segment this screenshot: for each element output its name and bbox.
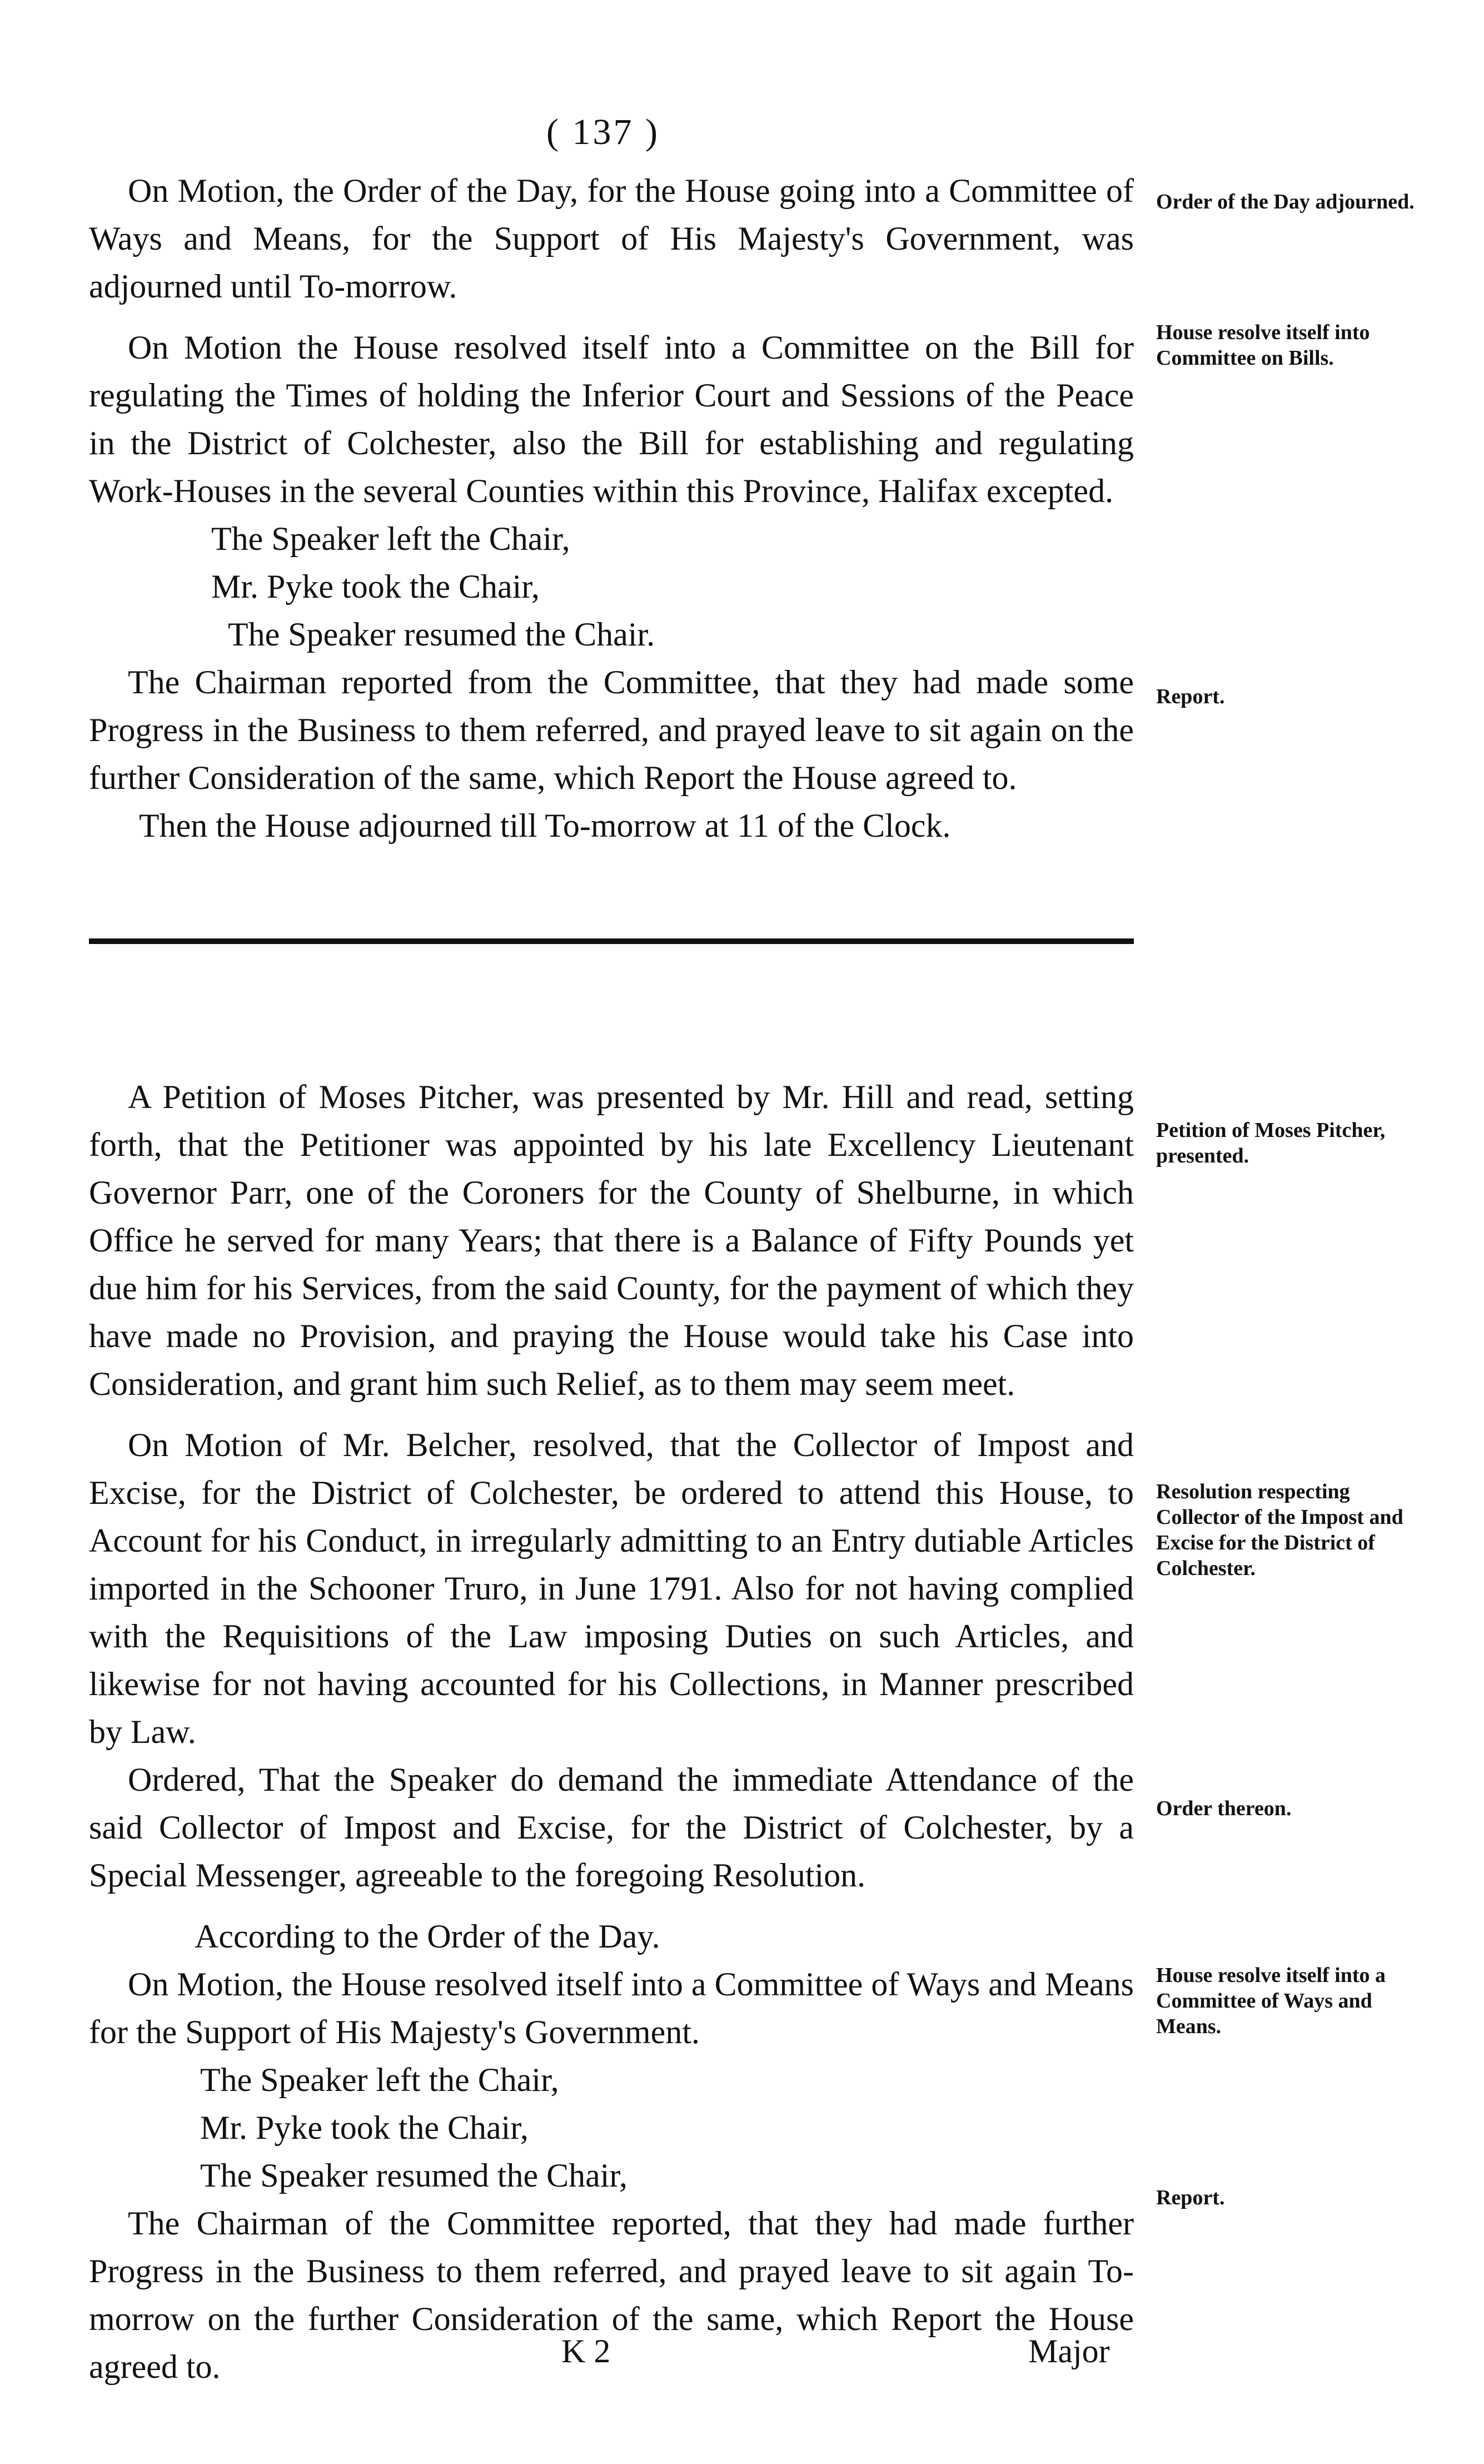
margin-note: Report.	[1156, 2186, 1225, 2209]
margin-note: House resolve itself into Committee on Bills.	[1156, 321, 1370, 370]
paragraph: Ordered, That the Speaker do demand the immediate Attendance of the said Collector of Impost and Excise, for the District of Colchester, by a Special Messenger, agreeable to the foregoing Resolution.	[89, 1761, 1134, 1894]
main-text-section-1	[89, 167, 1134, 850]
main-text-section-2	[89, 1073, 1134, 2391]
paragraph: On Motion, the Order of the Day, for the House going into a Committee of Ways and Means, for the Support of His Majesty's Government, was adjourned until To-morrow.	[89, 172, 1134, 305]
margin-note: House resolve itself into a Committee of Ways and Means.	[1156, 1964, 1386, 2038]
paragraph: The Chairman of the Committee reported, that they had made further Progress in the Business to them referred, and prayed leave to sit again To-morrow on the further Consideration of the same, which Report the House agreed to.	[89, 2205, 1134, 2385]
paragraph: On Motion the House resolved itself into a Committee on the Bill for regulating the Times of holding the Inferior Court and Sessions of the Peace in the District of Colchester, also the Bill for establishing and regulating Work-Houses in the several Counties within this Province, Halifax excepted.	[89, 329, 1134, 509]
catchword: Major	[1028, 2333, 1110, 2369]
page-number: ( 137 )	[546, 112, 660, 152]
procedure-line: The Speaker left the Chair,	[200, 2061, 559, 2098]
margin-note: Petition of Moses Pitcher, presented.	[1156, 1119, 1386, 1168]
procedure-line: The Speaker resumed the Chair.	[228, 616, 655, 653]
margin-note: Order of the Day adjourned.	[1156, 190, 1415, 213]
margin-note: Report.	[1156, 685, 1225, 708]
procedure-line: Mr. Pyke took the Chair,	[211, 568, 540, 605]
procedure-line: The Speaker resumed the Chair,	[200, 2157, 628, 2194]
procedure-line: Mr. Pyke took the Chair,	[200, 2109, 529, 2146]
paragraph: Then the House adjourned till To-morrow at 11 of the Clock.	[139, 807, 951, 844]
paragraph: The Chairman reported from the Committee, that they had made some Progress in the Business to them referred, and prayed leave to sit again on the further Consideration of the same, which Report the House agreed to.	[89, 664, 1134, 796]
paragraph: On Motion, the House resolved itself into a Committee of Ways and Means for the Support of His Majesty's Government.	[89, 1966, 1134, 2050]
signature-mark: K 2	[561, 2333, 611, 2369]
paragraph: A Petition of Moses Pitcher, was presented by Mr. Hill and read, setting forth, that the Petitioner was appointed by his late Excellency Lieutenant Governor Parr, one of the Coroners for the County of Shelburne, in which Office he served for many Years; that there is a Balance of Fifty Pounds yet due him for his Services, from the said County, for the payment of which they have made no Provision, and praying the House would take his Case into Consideration, and grant him such Relief, as to them may seem meet.	[89, 1079, 1134, 1402]
section-divider	[89, 938, 1134, 944]
procedure-line: The Speaker left the Chair,	[211, 520, 570, 557]
margin-note: Resolution respecting Collector of the Impost and Excise for the District of Colchester.	[1156, 1480, 1403, 1580]
margin-note: Order thereon.	[1156, 1797, 1292, 1820]
paragraph: On Motion of Mr. Belcher, resolved, that the Collector of Impost and Excise, for the District of Colchester, be ordered to attend this House, to Account for his Conduct, in irregularly admitting to an Entry dutiable Articles imported in the Schooner Truro, in June 1791. Also for not having complied with the Requisitions of the Law imposing Duties on such Articles, and likewise for not having accounted for his Collections, in Manner prescribed by Law.	[89, 1427, 1134, 1750]
paragraph: According to the Order of the Day.	[195, 1918, 660, 1955]
